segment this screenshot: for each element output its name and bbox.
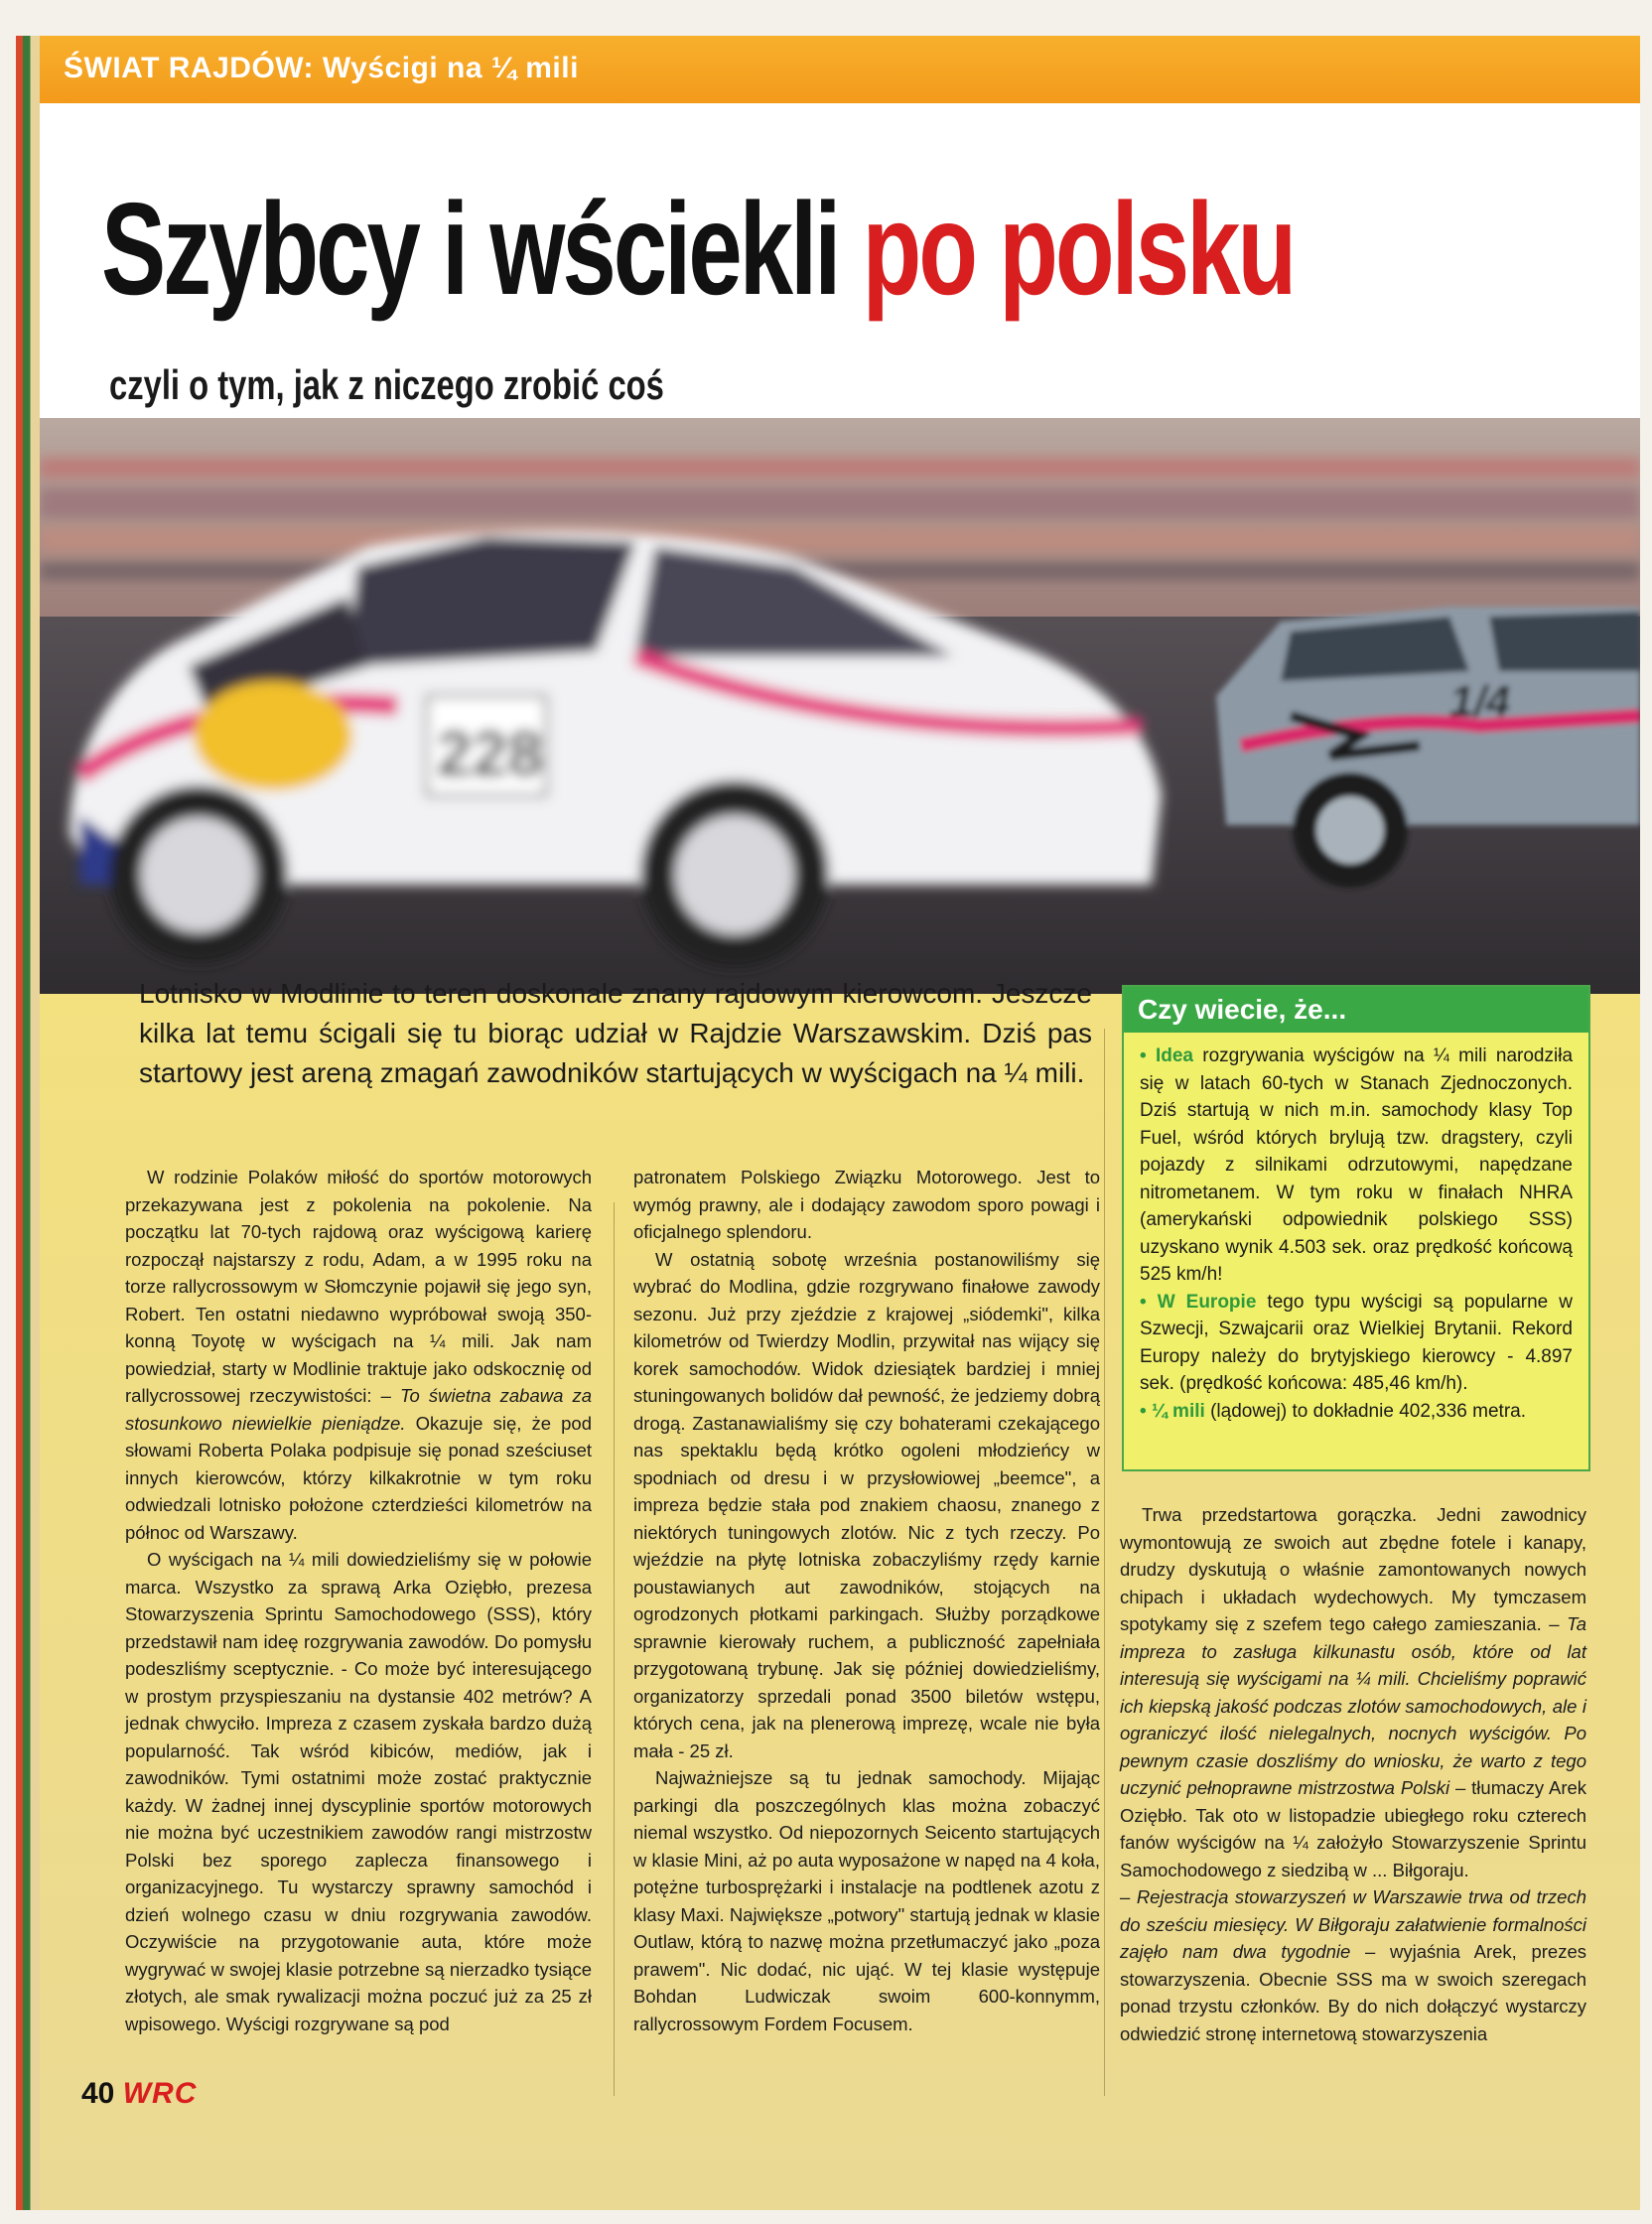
magazine-page [40, 36, 1640, 2210]
section-breadcrumb [64, 52, 579, 85]
fact-keyword: ¼ mili [1151, 1400, 1205, 1422]
rally-car-photo [40, 418, 1640, 994]
fact-item: • Idea rozgrywania wyścigów na ¼ mili narodziła się w latach 60-tych w Stanach Zjednoczonych. Dziś startują w nich m.in. samochody klasy Top Fuel, wśród których brylują tzw. dragstery, czyli pojazdy z silnikami odrzutowymi, napędzane nitrometanem. W tym roku w finałach NHRA (amerykański odpowiednik polskiego SSS) uzyskano wynik 4.503 sek. oraz prędkość końcową 525 km/h! [1140, 1045, 1574, 1285]
paragraph: Najważniejsze są tu jednak samochody. Mijając parkingi dla poszczególnych klas można zobaczyć niemal wszystko. Od niepozornych Seicento startujących w klasie Mini, aż po auta wyposażone w napęd na 4 koła, potężne turbosprężarki i instalacje na podtlenek azotu z klasy Maxi. Największe „potwory" startują jednak w klasie Outlaw, którą to nazwę można przetłumaczyć jako „poza prawem". Nic dodać, nic ująć. W tej klasie występuje Bohdan Ludwiczak swoim 600-konnymm, rallycrossowym Fordem Focusem. [633, 1767, 1100, 2034]
article-lead: Lotnisko w Modlinie to teren doskonale znany rajdowym kierowcom. Jeszcze kilka lat temu ścigali się tu biorąc udział w Rajdzie Warszawskim. Dziś pas startowy jest areną zmagań zawodników startujących w wyścigach na ¼ mili. [139, 978, 1092, 1088]
section-name: ŚWIAT RAJDÓW: [64, 52, 315, 84]
magazine-spine [16, 36, 40, 2210]
did-you-know-body [1124, 1033, 1588, 1425]
bullet-icon: • [1140, 1045, 1147, 1066]
article-column-3 [1120, 1501, 1586, 2047]
fact-keyword: W Europie [1157, 1291, 1257, 1313]
photo-illustration [40, 418, 1640, 994]
paragraph: O wyścigach na ¼ mili dowiedzieliśmy się w połowie marca. Wszystko za sprawą Arka Oziębło, prezesa Stowarzyszenia Sprintu Samochodowego (SSS), który przedstawił nam ideę rozgrywania zawodów. Do pomysłu podeszliśmy sceptycznie. - Co może być interesującego w prostym przyspieszaniu na dystansie 402 metrów? A jednak chwyciło. Impreza z czasem zyskała bardzo dużą popularność. Tak wśród kibiców, mediów, jak i zawodników. Tymi ostatnimi może zostać praktycznie każdy. W żadnej innej dyscyplinie sportów motorowych nie można być uczestnikiem zawodów rangi mistrzostw Polski bez sporego zaplecza finansowego i organizacyjnego. Tu wystarczy sprawny samochód i dzień wolnego czasu w dniu rozgrywania zawodów. Oczywiście na przygotowanie auta, które może wygrywać w swojej klasie potrzebne są nierzadko tysiące złotych, ale smak rywalizacji można poczuć już za 25 zł wpisowego. Wyścigi rozgrywane są pod [125, 1549, 592, 2034]
car-side-text: 1/4 [1449, 677, 1511, 726]
headline-part-red: po polsku [862, 176, 1295, 322]
fact-keyword: Idea [1155, 1045, 1193, 1066]
car-number: 228 [437, 718, 543, 789]
paragraph: W ostatnią sobotę września postanowiliśmy się wybrać do Modlina, gdzie rozgrywano finałowe zawody sezonu. Już przy zjeździe z krajowej „siódemki", kilka kilometrów od Twierdzy Modlin, przywitał nas wijący się korek samochodów. Widok dziesiątek bardziej i mniej stuningowanych bolidów dał pewność, że jedziemy dobrą drogą. Zastanawialiśmy się czy bohaterami czekającego nas spektaklu będą krótko ogoleni młodzieńcy w spodniach od dresu i w przysłowiowej „beemce", a impreza będzie stała pod znakiem chaosu, znanego z niektórych tuningowych zlotów. Nic z tych rzeczy. Po wjeździe na płytę lotniska zobaczyliśmy rzędy karnie poustawianych aut zawodników, stojących na ogrodzonych płotkami parkingach. Służby porządkowe sprawnie kierowały ruchem, a publiczność zapełniała przygotowaną trybunę. Jak się później dowiedzieliśmy, organizatorzy sprzedali ponad 3500 biletów wstępu, których cena, jak na plenerową imprezę, wcale nie była mała - 25 zł. [633, 1248, 1100, 1761]
fact-item: • ¼ mili (lądowej) to dokładnie 402,336 metra. [1140, 1400, 1526, 1422]
paragraph: – Rejestracja stowarzyszeń w Warszawie trwa od trzech do sześciu miesięcy. W Biłgoraju załatwienie formalności zajęło nam dwa tygodnie – wyjaśnia Arek, prezes stowarzyszenia. Obecnie SSS ma w swoich szeregach ponad trzystu członków. By do nich dołączyć wystarczy odwiedzić stronę internetową stowarzyszenia [1120, 1886, 1587, 2044]
paragraph: Trwa przedstartowa gorączka. Jedni zawodnicy wymontowują ze swoich aut zbędne fotele i kanapy, drudzy dyskutują o właśnie zamontowanych nowych chipach i układach wydechowych. My tymczasem spotykamy się z szefem tego całego zamieszania. – Ta impreza to zasługa kilkunastu osób, które od lat interesują się wyścigami na ¼ mili. Chcieliśmy poprawić ich kiepską jakość podczas zlotów samochodowych, ale i ograniczyć ilość nielegalnych, nocnych wyścigów. Po pewnym czasie doszliśmy do wniosku, że warto z tego uczynić pełnoprawne mistrzostwa Polski – tłumaczy Arek Oziębło. Tak oto w listopadzie ubiegłego roku czterech fanów wyścigów na ¼ założyło Stowarzyszenie Sprintu Samochodowego z siedzibą w ... Biłgoraju. [1120, 1504, 1587, 1880]
section-header-bar [40, 36, 1640, 103]
bullet-icon: • [1140, 1400, 1147, 1422]
did-you-know-box [1122, 985, 1590, 1471]
fact-item: • W Europie tego typu wyścigi są popularne w Szwecji, Szwajcarii oraz Wielkiej Brytanii. Rekord Europy należy do brytyjskiego kierowcy - 4.897 sek. (prędkość końcowa: 485,46 km/h). [1140, 1291, 1573, 1394]
article-column-1 [125, 1164, 592, 2037]
quote: – To świetna zabawa za stosunkowo niewielkie pieniądze. [125, 1385, 592, 1434]
article-subtitle: czyli o tym, jak z niczego zrobić coś [109, 361, 664, 408]
column-divider [1104, 1029, 1105, 2096]
paragraph: patronatem Polskiego Związku Motorowego. Jest to wymóg prawny, ale i dodający zawodom sporo powagi i oficjalnego splendoru. [633, 1167, 1100, 1242]
did-you-know-heading: Czy wiecie, że... [1124, 987, 1588, 1033]
quote: – Rejestracja stowarzyszeń w Warszawie trwa od trzech do sześciu miesięcy. W Biłgoraju załatwienie formalności zajęło nam dwa tygodnie [1120, 1886, 1586, 1962]
magazine-logo: WRC [122, 2077, 198, 2110]
section-topic: Wyścigi na ¼ mili [322, 52, 579, 84]
bullet-icon: • [1140, 1291, 1147, 1313]
page-number: 40 [81, 2077, 115, 2110]
column-divider [614, 1202, 615, 2096]
article-headline [101, 175, 1294, 324]
paragraph: W rodzinie Polaków miłość do sportów motorowych przekazywana jest z pokolenia na pokolenie. Na początku lat 70-tych rajdową oraz wyścigową karierę rozpoczął najstarszy z rodu, Adam, a w 1995 roku na torze rallycrossowym w Słomczynie pojawił się jego syn, Robert. Ten ostatni niedawno wypróbował swoją 350-konną Toyotę w wyścigach na ¼ mili. Jak nam powiedział, starty w Modlinie traktuje jako odskocznię od rallycrossowej rzeczywistości: – To świetna zabawa za stosunkowo niewielkie pieniądze. Okazuje się, że pod słowami Roberta Polaka podpisuje się ponad sześciuset innych kierowców, którzy kilkakrotnie w tym roku odwiedzali lotnisko położone czterdzieści kilometrów na północ od Warszawy. [125, 1167, 593, 1543]
quote: Ta impreza to zasługa kilkunastu osób, które od lat interesują się wyścigami na ¼ mili. Chcieliśmy poprawić ich kiepską jakość podczas zlotów samochodowych, ale i ograniczyć ilość nielegalnych, nocnych wyścigów. Po pewnym czasie doszliśmy do wniosku, że warto z tego uczynić pełnoprawne mistrzostwa Polski [1120, 1613, 1586, 1798]
headline-part-black: Szybcy i wściekli [101, 176, 839, 322]
article-column-2 [633, 1164, 1100, 2037]
page-footer [81, 2077, 197, 2111]
